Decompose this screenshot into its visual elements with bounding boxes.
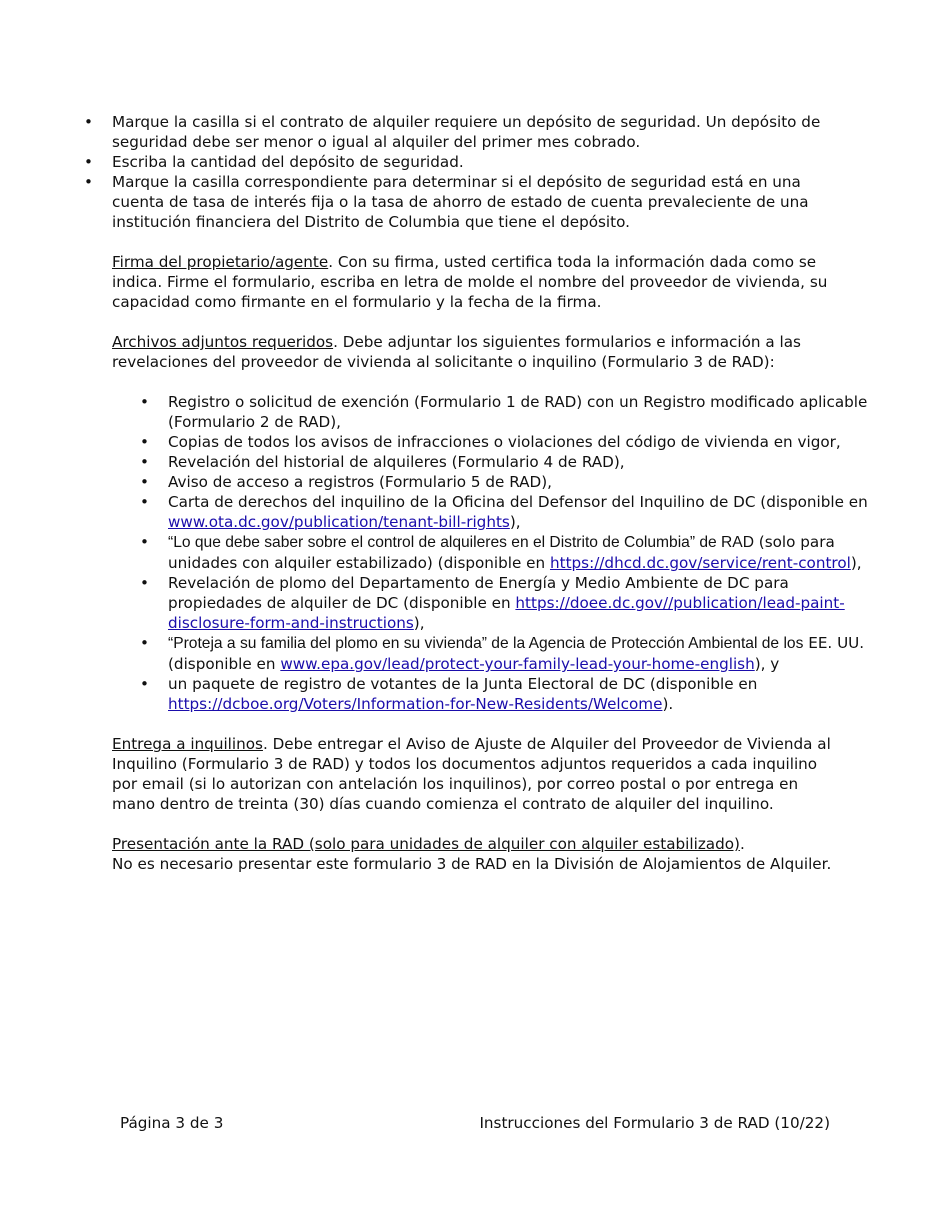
presentacion-heading: Presentación ante la RAD (solo para unidades de alquiler con alquiler estabilizado) xyxy=(112,835,740,853)
page-content xyxy=(112,112,868,874)
firma-section xyxy=(112,252,837,312)
tenant-bill-rights-link[interactable]: www.ota.dc.gov/publication/tenant-bill-rights xyxy=(168,513,510,531)
presentacion-section: Presentación ante la RAD (solo para unidades de alquiler con alquiler estabilizado). No es necesario presentar este formulario 3 de RAD en la División de Alojamientos de Alquiler. xyxy=(112,835,832,873)
firma-heading: Firma del propietario/agente xyxy=(112,253,329,271)
firma-text: . Con su firma, usted certifica toda la información dada como se indica. Firme el formulario, escriba en letra de molde el nombre del proveedor de vivienda, su capacidad como firmante en el formulario y la fecha de la firma. xyxy=(112,253,828,311)
list-item: • Carta de derechos del inquilino de la Oficina del Defensor del Inquilino de DC (disponible en www.ota.dc.gov/publication/tenant-bill-rights), xyxy=(168,492,868,532)
security-deposit-list xyxy=(112,112,837,232)
entrega-section xyxy=(112,734,837,814)
entrega-text: . Debe entregar el Aviso de Ajuste de Alquiler del Proveedor de Vivienda al Inquilino (Formulario 3 de RAD) y todos los documentos adjuntos requeridos a cada inquilino por email (si lo autorizan con antelación los inquilinos), por correo postal o por entrega en mano dentro de treinta (30) días cuando comienza el contrato de alquiler del inquilino. xyxy=(112,735,831,813)
list-item: • “Proteja a su familia del plomo en su vivienda” de la Agencia de Protección Ambiental de los EE. UU. (disponible en www.epa.gov/lead/protect-your-family-lead-your-home-english), y xyxy=(168,633,928,674)
rent-control-link[interactable]: https://dhcd.dc.gov/service/rent-control xyxy=(549,554,851,572)
form-title-footer: Instrucciones del Formulario 3 de RAD (10/22) xyxy=(479,1114,830,1132)
list-item: • Marque la casilla correspondiente para determinar si el depósito de seguridad está en una cuenta de tasa de interés fija o la tasa de ahorro de estado de cuenta prevaleciente de una institución financiera del Distrito de Columbia que tiene el depósito. xyxy=(112,172,837,232)
lead-paint-disclosure-link[interactable]: https://doee.dc.gov//publication/lead-paint-disclosure-form-and-instructions xyxy=(168,594,845,632)
list-item: • Revelación de plomo del Departamento de Energía y Medio Ambiente de DC para propiedades de alquiler de DC (disponible en https://doee.dc.gov//publication/lead-paint-disclosure-form-and-instructions), xyxy=(168,573,868,633)
list-item: • Aviso de acceso a registros (Formulario 5 de RAD), xyxy=(168,472,868,492)
entrega-heading: Entrega a inquilinos xyxy=(112,735,263,753)
list-item: • Escriba la cantidad del depósito de seguridad. xyxy=(112,152,837,172)
list-item: • Registro o solicitud de exención (Formulario 1 de RAD) con un Registro modificado aplicable (Formulario 2 de RAD), xyxy=(168,392,868,432)
archivos-section xyxy=(112,332,837,372)
list-item: • Revelación del historial de alquileres (Formulario 4 de RAD), xyxy=(168,452,868,472)
list-item: • Copias de todos los avisos de infracciones o violaciones del código de vivienda en vigor, xyxy=(168,432,868,452)
list-item: • “Lo que debe saber sobre el control de alquileres en el Distrito de Columbia” de RAD (solo para unidades con alquiler estabilizado) (disponible en https://dhcd.dc.gov/service/rent-control), xyxy=(168,532,868,573)
page-footer xyxy=(120,1113,830,1133)
dcboe-link[interactable]: https://dcboe.org/Voters/Information-for-New-Residents/Welcome xyxy=(168,695,663,713)
list-item: • Marque la casilla si el contrato de alquiler requiere un depósito de seguridad. Un depósito de seguridad debe ser menor o igual al alquiler del primer mes cobrado. xyxy=(112,112,837,152)
list-item: • un paquete de registro de votantes de la Junta Electoral de DC (disponible en https://dcboe.org/Voters/Information-for-New-Residents/Welcome). xyxy=(168,674,868,714)
archivos-text: . Debe adjuntar los siguientes formularios e información a las revelaciones del proveedor de vivienda al solicitante o inquilino (Formulario 3 de RAD): xyxy=(112,333,801,371)
archivos-heading: Archivos adjuntos requeridos xyxy=(112,333,334,351)
attachments-list xyxy=(168,392,868,714)
page-number: Página 3 de 3 xyxy=(120,1114,224,1132)
epa-lead-link[interactable]: www.epa.gov/lead/protect-your-family-lead-your-home-english xyxy=(280,655,755,673)
presentacion-text: No es necesario presentar este formulario 3 de RAD en la División de Alojamientos de Alquiler. xyxy=(112,855,832,873)
